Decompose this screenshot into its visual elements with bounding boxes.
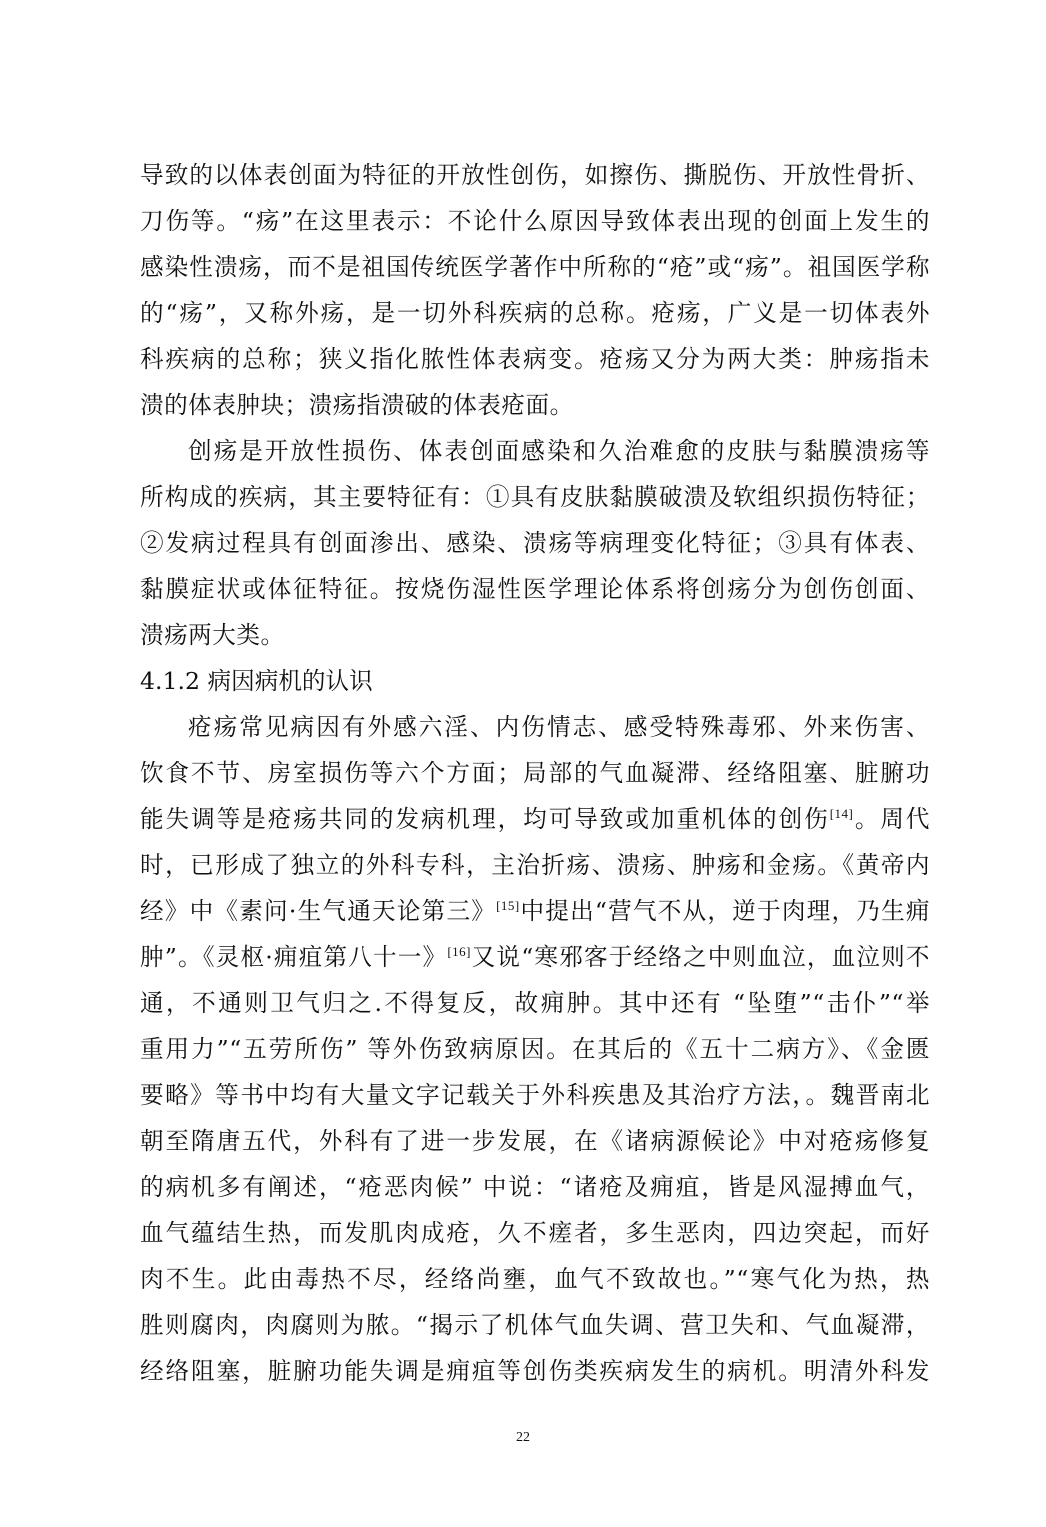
text-line: 刀伤等。“疡”在这里表示：不论什么原因导致体表出现的创面上发生的 <box>140 207 930 235</box>
text-line: 科疾病的总称；狭义指化脓性体表病变。疮疡又分为两大类：肿疡指未 <box>140 345 930 373</box>
text-line: 溃的体表肿块；溃疡指溃破的体表疮面。 <box>140 391 574 419</box>
text-line: 重用力”“五劳所伤” 等外伤致病原因。在其后的《五十二病方》、《金匮 <box>140 1035 930 1063</box>
text-segment: 肿”。《灵枢·痈疽第八十一》 <box>140 943 448 971</box>
text-line: ②发病过程具有创面渗出、感染、溃疡等病理变化特征；③具有体表、 <box>140 529 930 557</box>
page-number: 22 <box>516 1430 530 1445</box>
citation-ref: [16] <box>447 944 471 959</box>
text-line <box>140 796 930 842</box>
text-line: 血气蕴结生热，而发肌肉成疮，久不瘥者，多生恶肉，四边突起，而好 <box>140 1219 930 1247</box>
paragraph <box>140 428 930 658</box>
body-text <box>140 152 930 1394</box>
text-line: 胜则腐肉，肉腐则为脓。“揭示了机体气血失调、营卫失和、气血凝滞， <box>140 1311 930 1339</box>
text-line: 的“疡”，又称外疡，是一切外科疾病的总称。疮疡，广义是一切体表外 <box>140 299 930 327</box>
text-line: 导致的以体表创面为特征的开放性创伤，如擦伤、撕脱伤、开放性骨折、 <box>140 161 930 189</box>
text-line: 所构成的疾病，其主要特征有：①具有皮肤黏膜破溃及软组织损伤特征； <box>140 483 930 511</box>
citation-ref: [14] <box>829 806 854 821</box>
text-segment: 中提出“营气不从，逆于肉理，乃生痈 <box>519 897 931 925</box>
text-line: 要略》等书中均有大量文字记载关于外科疾患及其治疗方法，。魏晋南北 <box>140 1081 930 1109</box>
text-segment: 。周代 <box>853 805 931 833</box>
text-line <box>140 934 930 980</box>
text-line: 黏膜症状或体征特征。按烧伤湿性医学理论体系将创疡分为创伤创面、 <box>140 575 930 603</box>
text-segment: 又说“寒邪客于经络之中则血泣，血泣则不 <box>470 943 931 971</box>
text-line <box>140 888 930 934</box>
text-line: 感染性溃疡，而不是祖国传统医学著作中所称的“疮”或“疡”。祖国医学称 <box>140 253 930 281</box>
text-segment: 经》中《素问·生气通天论第三》 <box>140 897 497 925</box>
section-heading: 4.1.2 病因病机的认识 <box>140 667 373 695</box>
text-line: 饮食不节、房室损伤等六个方面；局部的气血凝滞、经络阻塞、脏腑功 <box>140 759 930 787</box>
text-line: 疮疡常见病因有外感六淫、内伤情志、感受特殊毒邪、外来伤害、 <box>188 713 930 741</box>
paragraph <box>140 152 930 428</box>
text-line: 创疡是开放性损伤、体表创面感染和久治难愈的皮肤与黏膜溃疡等 <box>188 437 930 465</box>
citation-ref: [15] <box>496 898 520 913</box>
text-line: 朝至隋唐五代，外科有了进一步发展，在《诸病源候论》中对疮疡修复 <box>140 1127 930 1155</box>
text-line: 的病机多有阐述，“疮恶肉候” 中说：“诸疮及痈疽，皆是风湿搏血气， <box>140 1173 930 1201</box>
paragraph <box>140 704 930 1394</box>
text-segment: 能失调等是疮疡共同的发病机理，均可导致或加重机体的创伤 <box>140 805 830 833</box>
text-line: 经络阻塞，脏腑功能失调是痈疽等创伤类疾病发生的病机。明清外科发 <box>140 1357 930 1385</box>
text-line: 溃疡两大类。 <box>140 621 285 649</box>
text-line: 通，不通则卫气归之.不得复反，故痈肿。其中还有 “坠堕”“击仆”“举 <box>140 989 930 1017</box>
text-line: 时，已形成了独立的外科专科，主治折疡、溃疡、肿疡和金疡。《黄帝内 <box>140 851 930 879</box>
text-line: 肉不生。此由毒热不尽，经络尚壅，血气不致故也。”“寒气化为热，热 <box>140 1265 930 1293</box>
